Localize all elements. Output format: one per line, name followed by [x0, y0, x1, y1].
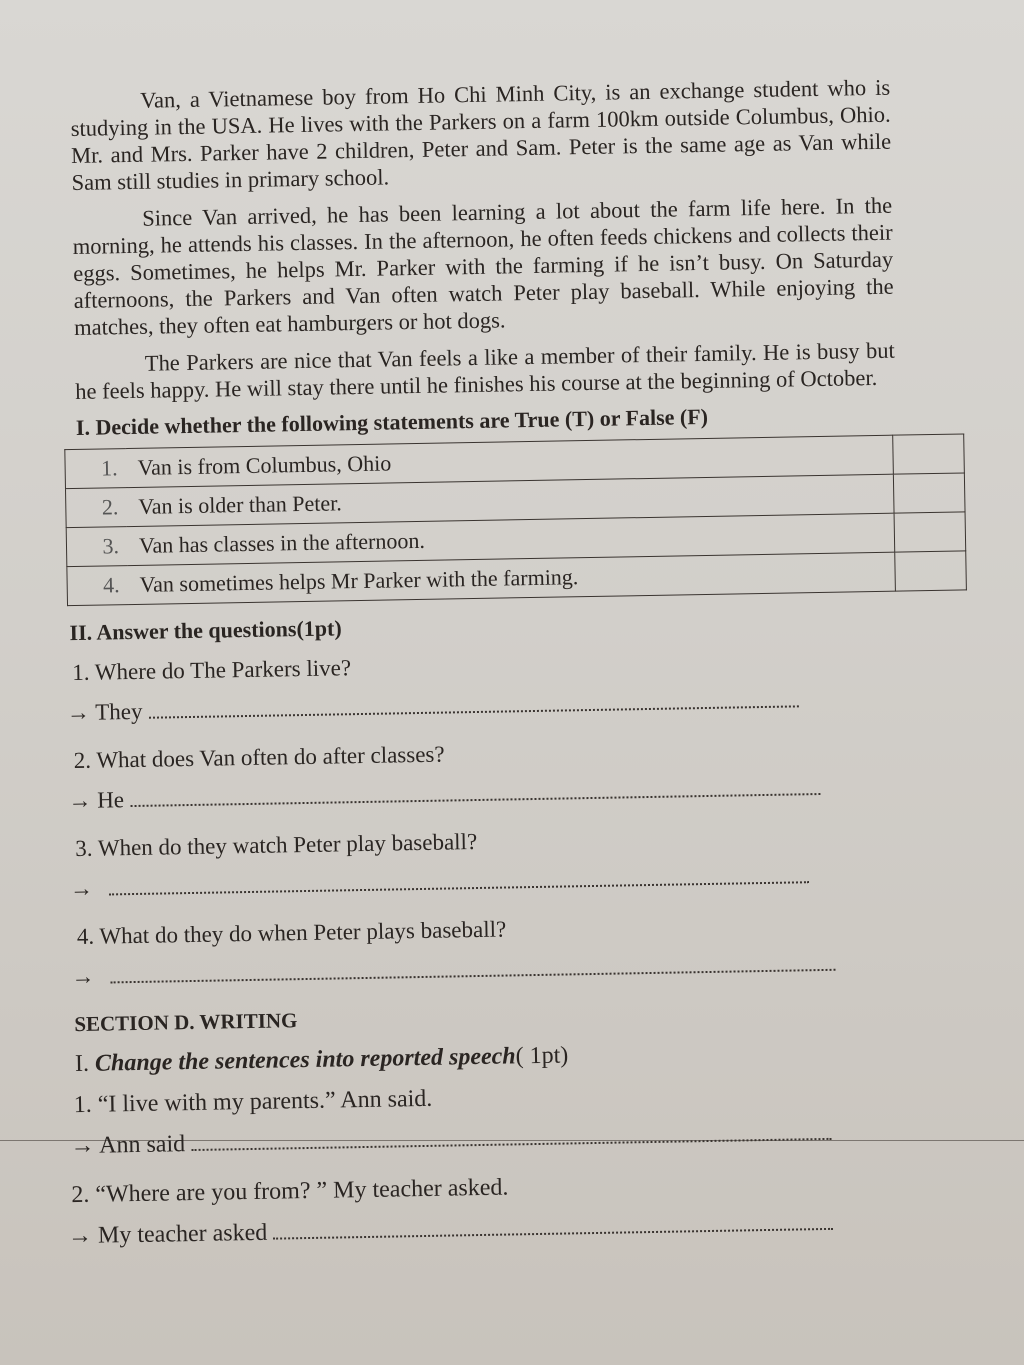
dotted-answer-space[interactable]: [273, 1210, 833, 1240]
dotted-answer-space[interactable]: [109, 863, 809, 895]
reported-speech-title: [75, 1037, 907, 1079]
true-false-table: [64, 433, 967, 606]
answer-box[interactable]: [893, 434, 965, 474]
answer-box[interactable]: [893, 473, 965, 513]
answer-prefix: → He: [68, 787, 125, 814]
task-points: ( 1pt): [515, 1042, 569, 1070]
answer-line-1[interactable]: [67, 686, 901, 727]
question-4: 4. What do they do when Peter plays baseball?: [76, 916, 507, 950]
reported-answer-line-1[interactable]: [70, 1119, 908, 1161]
passage-paragraph-1: Van, a Vietnamese boy from Ho Chi Minh City, is an exchange student who is studying in the USA. He lives with the Parkers on a farm 100km outside Columbus, Ohio. Mr. and Mrs. Parker have 2 children, Peter and Sam. Peter is the same age as Van while Sam still studies in primary school.: [70, 74, 892, 195]
true-false-title: I. Decide whether the following statements are True (T) or False (F): [75, 403, 709, 440]
question-1: 1. Where do The Parkers live?: [71, 655, 352, 686]
statement-number: 4.: [67, 566, 128, 606]
answer-line-2[interactable]: [68, 774, 902, 815]
task-title: Change the sentences into reported speech: [94, 1043, 516, 1077]
dotted-answer-space[interactable]: [110, 951, 835, 984]
statement-number: 2.: [65, 488, 126, 528]
writing-section-title: SECTION D. WRITING: [74, 1008, 298, 1037]
reported-item-2: 2. “Where are you from? ” My teacher asked.: [71, 1174, 509, 1209]
reported-item-1: 1. “I live with my parents.” Ann said.: [73, 1085, 433, 1119]
answer-box[interactable]: [895, 551, 967, 591]
answer-prefix: → Ann said: [70, 1131, 186, 1160]
answer-prefix: → My teacher asked: [67, 1219, 268, 1250]
statement-number: 1.: [65, 449, 126, 489]
statement-text: Van has classes in the afternoon.: [127, 513, 895, 565]
answer-prefix: →: [69, 875, 94, 902]
dotted-answer-space[interactable]: [130, 775, 820, 807]
answer-box[interactable]: [894, 512, 966, 552]
task-number: I.: [74, 1050, 90, 1078]
answer-line-3[interactable]: [70, 862, 904, 903]
reported-answer-line-2[interactable]: [68, 1209, 910, 1251]
passage-paragraph-2: Since Van arrived, he has been learning a lot about the farm life here. In the morning, he attends his classes. In the afternoon, he often feeds chickens and collects their eggs. Sometimes, he helps Mr. Parker with the farming if he isn’t busy. On Saturday afternoons, the Parkers and Van often watch Peter play baseball. While enjoying the matches, they often eat hamburgers or hot dogs.: [72, 192, 894, 340]
statement-text: Van is older than Peter.: [126, 474, 894, 526]
answer-prefix: → They: [66, 698, 143, 726]
passage-paragraph-3: The Parkers are nice that Van feels a like a member of their family. He is busy but he feels happy. He will stay there until he finishes his course at the beginning of October.: [75, 337, 895, 404]
question-3: 3. When do they watch Peter play baseball?: [75, 829, 478, 862]
answer-line-4[interactable]: [71, 950, 905, 991]
statement-text: Van sometimes helps Mr Parker with the farming.: [127, 552, 895, 604]
questions-title: II. Answer the questions(1pt): [69, 615, 342, 646]
question-2: 2. What does Van often do after classes?: [73, 741, 445, 774]
worksheet-content: [66, 74, 911, 1272]
statement-text: Van is from Columbus, Ohio: [125, 435, 893, 487]
statement-number: 3.: [66, 527, 127, 567]
answer-prefix: →: [71, 963, 95, 990]
dotted-answer-space[interactable]: [148, 687, 798, 718]
dotted-answer-space[interactable]: [191, 1120, 831, 1151]
